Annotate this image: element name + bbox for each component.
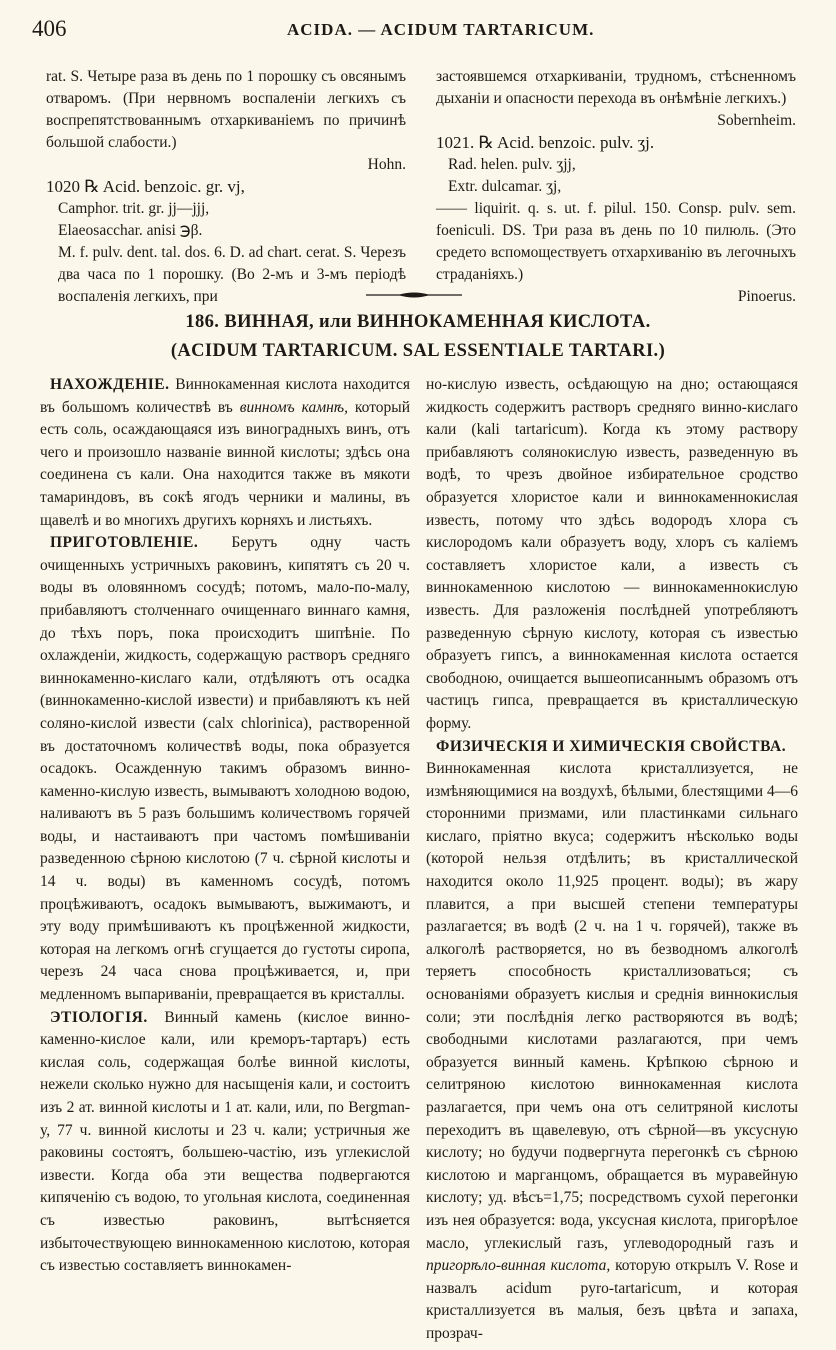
prescription-1021-line1: 1021. ℞ Acid. benzoic. pulv. ʒj. — [436, 133, 655, 152]
ornamental-rule — [364, 290, 464, 300]
properties-italic-term: пригорѣло-винная кислота, — [426, 1257, 611, 1275]
running-header — [32, 16, 804, 44]
body-right-column — [426, 374, 798, 1346]
prescription-text: rat. S. Четыре раза въ день по 1 порошку съ овсянымъ отваромъ. (При нервномъ воспаленіи легкихъ съ воспрепятствованнымъ отхаркиваніемъ по причинѣ большой слабости.) — [46, 68, 406, 151]
prescription-1020-text: M. f. pulv. dent. tal. dos. 6. D. ad chart. cerat. S. Черезъ два часа по 1 порошку. (Во 2-мъ и 3-мъ періодѣ воспаленія легкихъ, при — [58, 244, 406, 305]
prescription-continued-text: застоявшемся отхаркиваніи, трудномъ, стѣсненномъ дыханіи и опасности перехода въ онѣмѣніе легкихъ.) — [436, 68, 796, 107]
prescription-1020-line1: 1020 ℞ Acid. benzoic. gr. vj, — [46, 177, 245, 196]
heading-preparation: ПРИГОТОВЛЕНІЕ. — [50, 534, 199, 552]
heading-properties: ФИЗИЧЕСКІЯ И ХИМИЧЕСКІЯ СВОЙСТВА. — [436, 737, 787, 755]
finding-text: Виннокаменная кислота находится въ большомъ количествѣ въ — [40, 376, 410, 416]
prescription-1021-line2: Rad. helen. pulv. ʒjj, — [448, 156, 576, 173]
heading-finding: НАХОЖДЕНІЕ. — [50, 376, 170, 393]
page-number: 406 — [32, 16, 67, 41]
etiology-text: Винный камень (кислое винно-каменно-кислое кали, или креморъ-тартаръ) есть кислая соль, содержащая болѣе винной кислоты, нежели сколько нужно для насыщенія кали, и состоитъ изъ 2 ат. винной кислоты и 1 ат. кали, или, по Bergman-у, 77 ч. винной кислоты и 23 ч. кали; устричныя же раковины состоятъ, большею-частію, изъ углекислой извести. Когда оба эти вещества подвергаются кипяченію съ водою, то угольная кислота, соединенная съ известью раковинъ, вытѣсняется избыточествующею виннокаменною кислотою, которая съ известью составляетъ виннокамен- — [40, 1008, 410, 1275]
section-title: 186. ВИННАЯ, или ВИННОКАМЕННАЯ КИСЛОТА. — [185, 312, 651, 332]
top-left-column — [46, 66, 406, 308]
top-right-column — [436, 66, 796, 308]
prescription-author: Sobernheim. — [717, 112, 796, 129]
properties-text-cont: которую открылъ V. Rose и назвалъ acidum pyro-tartaricum, и которая кристаллизуется въ малыя, безъ цвѣта и запаха, прозрач- — [426, 1257, 798, 1342]
properties-text: Виннокаменная кислота кристаллизуется, не измѣняющимися на воздухѣ, бѣлыми, блестящими 4—6 сторонними призмами, или пластинками сильнаго кислаго, пріятно вкуса; содержитъ нѣсколько воды (которой нельзя отдѣлить; въ кристаллической находится около 11,925 процент. воды); въ жару плавится, а при высшей степени температуры разлагается; въ водѣ (2 ч. на 1 ч. горячей), также въ алкоголѣ растворяется, но въ безводномъ алкоголѣ теряетъ способность кристаллизоваться; съ основаніями образуетъ кислыя и среднія виннокислыя соли; эти послѣднія легко растворяются въ водѣ; свободными кислотами разлагаются, при чемъ образуется винный камень. Крѣпкою сѣрною и селитряною кислотою виннокаменная кислота разлагается, при чемъ она отъ селитряной кислоты переходитъ въ щавелевую, отъ сѣрной—въ уксусную кислоту; но будучи подвергнута перегонкѣ съ сѣрною кислотою и марганцомъ, обращается въ муравейную кислоту; уд. вѣсъ=1,75; посредствомъ сухой перегонки изъ нея образуется: вода, уксусная кислота, пригорѣлое масло, углекислый газъ, углеводородный газъ и — [426, 760, 798, 1252]
running-title: ACIDA. — ACIDUM TARTARICUM. — [287, 20, 595, 39]
prescription-author: Pinoerus. — [737, 288, 796, 305]
finding-text-cont: который есть соль, осаждающаяся изъ виноградныхъ винъ, отъ чего и произошло названіе винной кислоты; здѣсь она соединена съ кали. Она находится также въ мякоти тамариндовъ, въ сокѣ ягодъ черники и малины, въ щавелѣ и во многихъ другихъ корняхъ и листьяхъ. — [40, 398, 410, 529]
prescription-1021-text: —— liquirit. q. s. ut. f. pilul. 150. Consp. pulv. sem. foeniculi. DS. Три раза въ день по 10 пилюль. (Это средето вспомоществуетъ отхархиванію въ легочныхъ страданіяхъ.) — [436, 200, 796, 283]
heading-etiology: ЭТІОЛОГІЯ. — [50, 1008, 148, 1026]
etiology-text-cont: но-кислую известь, осѣдающую на дно; остающаяся жидкость содержитъ растворъ средняго винно-кислаго кали (kali tartaricum). Когда къ этому раствору прибавляютъ солянокислую известь, разведенную въ водѣ, то чрезъ двойное избирательное сродство образуется хлористое кали и виннокаменнокислая известь, потому что здѣсь водородъ хлора съ кислородомъ кали образуетъ воду, хлоръ съ каліемъ составляетъ хлористое кали, а известь съ виннокаменною кислотою — виннокаменнокислую известь. Для разложенія послѣдней употребляютъ разведенную сѣрную кислоту, которая съ известью образуетъ гипсъ, а виннокаменная кислота остается свободною, очищается вышеописаннымъ образомъ отъ частицъ гипса, превращается въ кристаллическую форму. — [426, 376, 798, 732]
body-left-column — [40, 374, 410, 1278]
finding-italic-term: винномъ камнѣ, — [239, 398, 349, 416]
prescription-author: Hohn. — [367, 156, 406, 173]
prescription-1021-line3: Extr. dulcamar. ʒj, — [448, 178, 562, 195]
section-subtitle: (ACIDUM TARTARICUM. SAL ESSENTIALE TARTARI.) — [170, 341, 666, 361]
prescription-1020-line3: Elaeosacchar. anisi ℈β. — [58, 222, 203, 239]
prescription-1020-line2: Camphor. trit. gr. jj—jjj, — [58, 200, 210, 217]
preparation-text: Берутъ одну часть очищенныхъ устричныхъ раковинъ, кипятятъ съ 20 ч. воды въ оловянномъ сосудѣ; потомъ, мало-по-малу, прибавляютъ столченнаго очищеннаго виннаго камня, до тѣхъ поръ, пока происходитъ шипѣніе. По охлажденіи, жидкость, содержащую растворъ средняго виннокаменно-кислаго кали, отдѣляютъ отъ осадка (виннокаменно-кислой извести) и прибавляютъ къ ней соляно-кислой извести (calx chlorinica), растворенной въ достаточномъ количествѣ воды, пока образуется осадокъ. Осажденную такимъ образомъ винно-каменно-кислую известь, вымываютъ холодною водою, наливаютъ въ 5 разъ большимъ количествомъ горячей воды, и настаиваютъ при частомъ помѣшиваніи разведенною сѣрною кислотою (7 ч. сѣрной кислоты и 14 ч. воды) въ каменномъ сосудѣ, потомъ процѣживаютъ, осадокъ вымываютъ, выжимаютъ, и эту воду примѣшиваютъ къ процѣженной жидкости, которая на легкомъ огнѣ сгущается до густоты сиропа, черезъ 24 часа снова процѣживается, и, при медленномъ выпариваніи, превращается въ кристаллы. — [40, 534, 411, 1004]
